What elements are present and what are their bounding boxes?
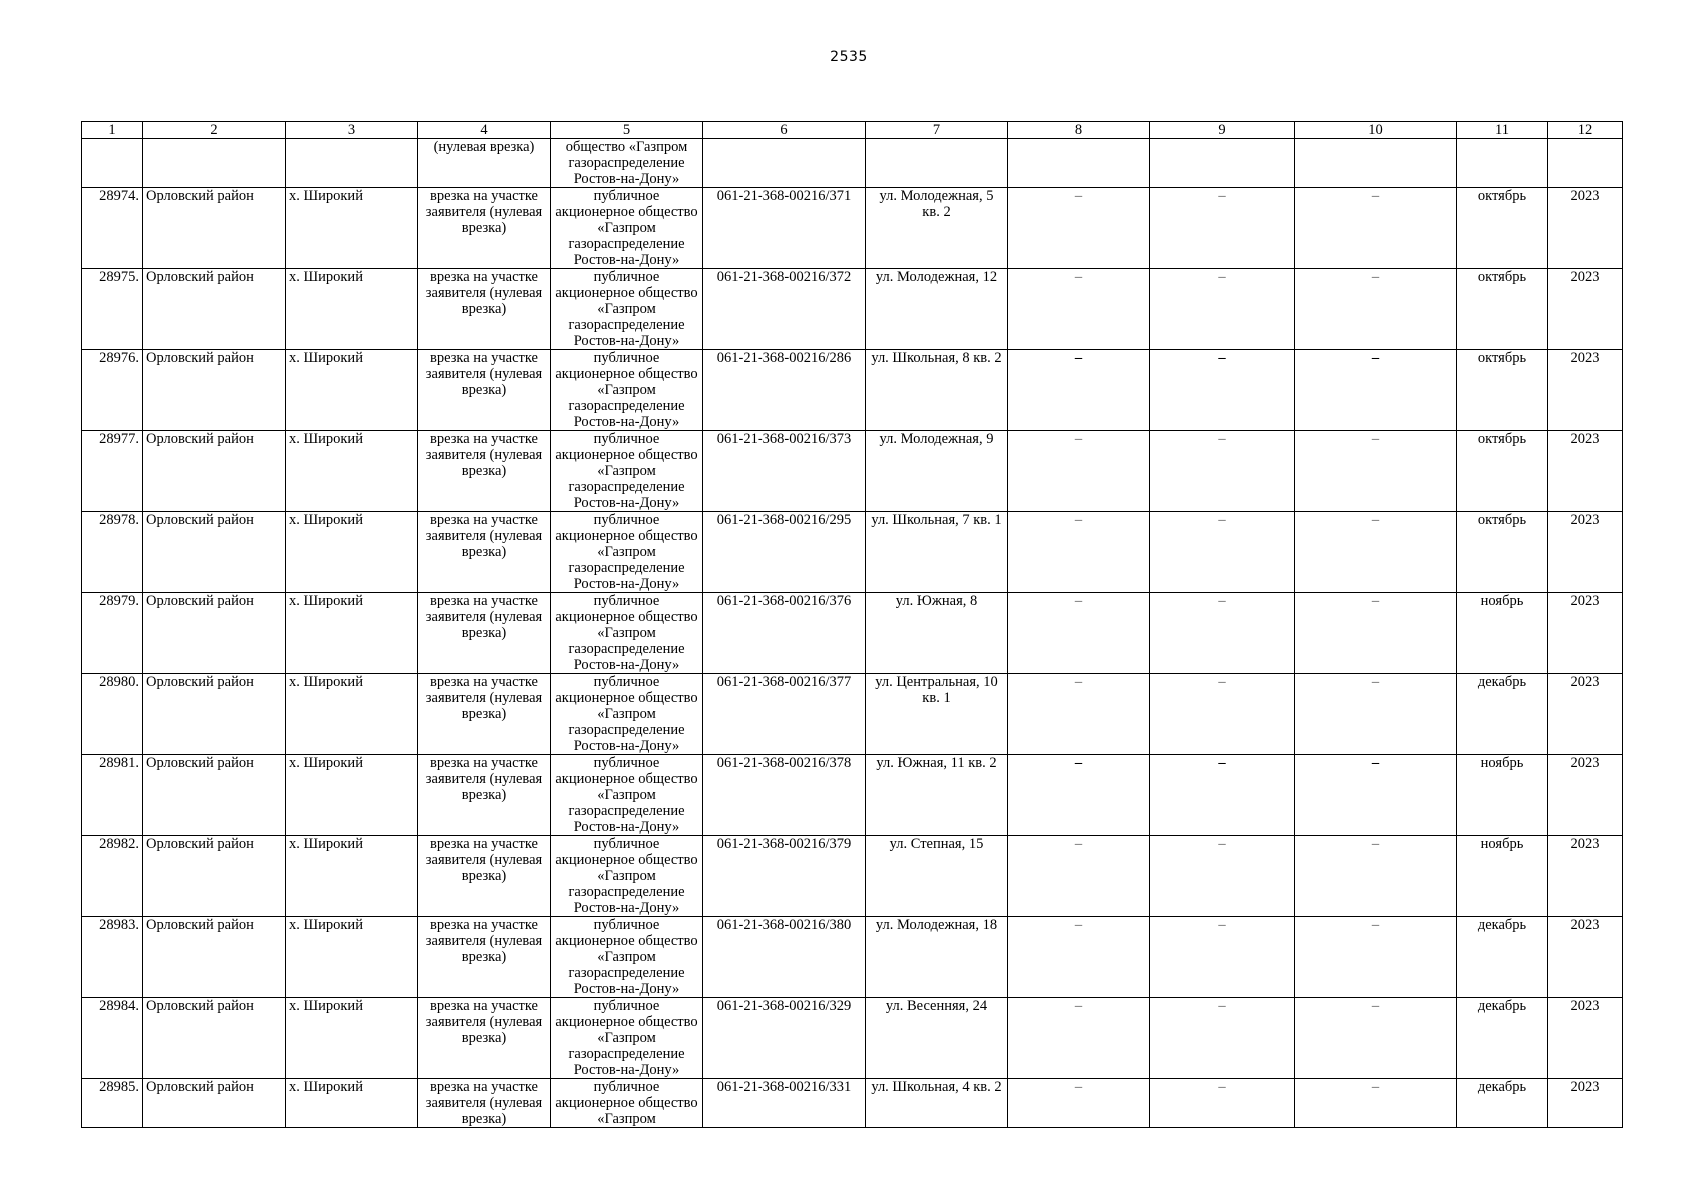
cell-col-10: – <box>1295 512 1457 593</box>
column-header: 6 <box>703 122 866 139</box>
cell-empty <box>703 139 866 188</box>
cell-month: декабрь <box>1457 1079 1548 1128</box>
cell-empty <box>1008 139 1150 188</box>
cell-col-10: – <box>1295 674 1457 755</box>
table-row <box>82 593 1623 674</box>
cell-registry-code: 061-21-368-00216/380 <box>703 917 866 998</box>
cell-district: Орловский район <box>143 1079 286 1128</box>
cell-record-number: 28984. <box>82 998 143 1079</box>
cell-district: Орловский район <box>143 674 286 755</box>
cell-col-9: – <box>1150 1079 1295 1128</box>
cell-empty <box>1150 139 1295 188</box>
cell-month: ноябрь <box>1457 593 1548 674</box>
column-header: 3 <box>286 122 418 139</box>
table-row <box>82 350 1623 431</box>
cell-district: Орловский район <box>143 917 286 998</box>
cell-col-10: – <box>1295 836 1457 917</box>
cell-col-10: – <box>1295 755 1457 836</box>
cell-address: ул. Молодежная, 9 <box>866 431 1008 512</box>
cell-col-9: – <box>1150 917 1295 998</box>
cell-connection-type: врезка на участке заявителя (нулевая врезка) <box>418 836 551 917</box>
cell-empty <box>1295 139 1457 188</box>
cell-organization: публичное акционерное общество «Газпром газораспределение Ростов-на-Дону» <box>551 512 703 593</box>
cell-registry-code: 061-21-368-00216/373 <box>703 431 866 512</box>
cell-month: ноябрь <box>1457 755 1548 836</box>
column-header: 2 <box>143 122 286 139</box>
cell-address: ул. Школьная, 7 кв. 1 <box>866 512 1008 593</box>
cell-col-9: – <box>1150 998 1295 1079</box>
cell-record-number: 28974. <box>82 188 143 269</box>
cell-organization: общество «Газпром газораспределение Ростов-на-Дону» <box>551 139 703 188</box>
cell-year: 2023 <box>1548 269 1623 350</box>
cell-month: октябрь <box>1457 431 1548 512</box>
cell-col-8: – <box>1008 350 1150 431</box>
cell-col-8: – <box>1008 593 1150 674</box>
cell-registry-code: 061-21-368-00216/329 <box>703 998 866 1079</box>
cell-record-number: 28979. <box>82 593 143 674</box>
cell-connection-type: врезка на участке заявителя (нулевая врезка) <box>418 269 551 350</box>
table-row <box>82 431 1623 512</box>
cell-district: Орловский район <box>143 593 286 674</box>
cell-registry-code: 061-21-368-00216/331 <box>703 1079 866 1128</box>
cell-col-9: – <box>1150 836 1295 917</box>
cell-district: Орловский район <box>143 998 286 1079</box>
cell-registry-code: 061-21-368-00216/295 <box>703 512 866 593</box>
cell-col-10: – <box>1295 998 1457 1079</box>
cell-month: октябрь <box>1457 269 1548 350</box>
cell-settlement: х. Широкий <box>286 512 418 593</box>
cell-col-10: – <box>1295 431 1457 512</box>
cell-month: декабрь <box>1457 998 1548 1079</box>
cell-col-8: – <box>1008 188 1150 269</box>
cell-col-8: – <box>1008 917 1150 998</box>
cell-settlement: х. Широкий <box>286 269 418 350</box>
cell-registry-code: 061-21-368-00216/376 <box>703 593 866 674</box>
cell-settlement: х. Широкий <box>286 755 418 836</box>
cell-address: ул. Степная, 15 <box>866 836 1008 917</box>
column-header: 11 <box>1457 122 1548 139</box>
cell-connection-type: врезка на участке заявителя (нулевая врезка) <box>418 1079 551 1128</box>
cell-record-number: 28976. <box>82 350 143 431</box>
cell-col-9: – <box>1150 350 1295 431</box>
cell-organization: публичное акционерное общество «Газпром газораспределение Ростов-на-Дону» <box>551 917 703 998</box>
cell-month: декабрь <box>1457 917 1548 998</box>
cell-year: 2023 <box>1548 350 1623 431</box>
cell-organization: публичное акционерное общество «Газпром газораспределение Ростов-на-Дону» <box>551 674 703 755</box>
cell-empty <box>1457 139 1548 188</box>
column-header: 1 <box>82 122 143 139</box>
cell-district: Орловский район <box>143 269 286 350</box>
cell-col-8: – <box>1008 755 1150 836</box>
cell-record-number: 28978. <box>82 512 143 593</box>
cell-col-9: – <box>1150 431 1295 512</box>
column-header: 7 <box>866 122 1008 139</box>
cell-organization: публичное акционерное общество «Газпром газораспределение Ростов-на-Дону» <box>551 998 703 1079</box>
cell-address: ул. Молодежная, 5 кв. 2 <box>866 188 1008 269</box>
cell-col-9: – <box>1150 755 1295 836</box>
table-row <box>82 512 1623 593</box>
cell-record-number: 28982. <box>82 836 143 917</box>
cell-connection-type: врезка на участке заявителя (нулевая врезка) <box>418 431 551 512</box>
column-number-row <box>82 122 1623 139</box>
cell-registry-code: 061-21-368-00216/379 <box>703 836 866 917</box>
cell-col-8: – <box>1008 998 1150 1079</box>
cell-col-10: – <box>1295 188 1457 269</box>
cell-address: ул. Весенняя, 24 <box>866 998 1008 1079</box>
cell-district: Орловский район <box>143 755 286 836</box>
cell-organization: публичное акционерное общество «Газпром газораспределение Ростов-на-Дону» <box>551 431 703 512</box>
cell-col-8: – <box>1008 431 1150 512</box>
cell-organization: публичное акционерное общество «Газпром <box>551 1079 703 1128</box>
cell-registry-code: 061-21-368-00216/378 <box>703 755 866 836</box>
cell-col-9: – <box>1150 269 1295 350</box>
cell-settlement: х. Широкий <box>286 917 418 998</box>
cell-col-9: – <box>1150 188 1295 269</box>
cell-record-number: 28985. <box>82 1079 143 1128</box>
cell-registry-code: 061-21-368-00216/372 <box>703 269 866 350</box>
cell-col-8: – <box>1008 269 1150 350</box>
column-header: 10 <box>1295 122 1457 139</box>
cell-address: ул. Школьная, 8 кв. 2 <box>866 350 1008 431</box>
cell-organization: публичное акционерное общество «Газпром газораспределение Ростов-на-Дону» <box>551 188 703 269</box>
cell-col-9: – <box>1150 593 1295 674</box>
cell-col-10: – <box>1295 1079 1457 1128</box>
table-row <box>82 674 1623 755</box>
cell-district: Орловский район <box>143 512 286 593</box>
cell-col-10: – <box>1295 269 1457 350</box>
cell-year: 2023 <box>1548 917 1623 998</box>
cell-year: 2023 <box>1548 188 1623 269</box>
cell-organization: публичное акционерное общество «Газпром газораспределение Ростов-на-Дону» <box>551 350 703 431</box>
cell-address: ул. Школьная, 4 кв. 2 <box>866 1079 1008 1128</box>
cell-connection-type: врезка на участке заявителя (нулевая врезка) <box>418 593 551 674</box>
cell-empty <box>286 139 418 188</box>
cell-year: 2023 <box>1548 431 1623 512</box>
table-row <box>82 1079 1623 1128</box>
cell-connection-type: врезка на участке заявителя (нулевая врезка) <box>418 512 551 593</box>
cell-col-8: – <box>1008 674 1150 755</box>
cell-year: 2023 <box>1548 755 1623 836</box>
cell-month: октябрь <box>1457 512 1548 593</box>
cell-col-9: – <box>1150 512 1295 593</box>
cell-record-number: 28977. <box>82 431 143 512</box>
cell-settlement: х. Широкий <box>286 350 418 431</box>
cell-organization: публичное акционерное общество «Газпром газораспределение Ростов-на-Дону» <box>551 755 703 836</box>
registry-table <box>81 121 1623 1128</box>
cell-settlement: х. Широкий <box>286 188 418 269</box>
cell-settlement: х. Широкий <box>286 674 418 755</box>
cell-empty <box>866 139 1008 188</box>
cell-connection-type: врезка на участке заявителя (нулевая врезка) <box>418 998 551 1079</box>
cell-district: Орловский район <box>143 350 286 431</box>
column-header: 5 <box>551 122 703 139</box>
cell-col-10: – <box>1295 917 1457 998</box>
cell-connection-type: врезка на участке заявителя (нулевая врезка) <box>418 350 551 431</box>
cell-year: 2023 <box>1548 836 1623 917</box>
cell-connection-type: врезка на участке заявителя (нулевая врезка) <box>418 917 551 998</box>
cell-organization: публичное акционерное общество «Газпром газораспределение Ростов-на-Дону» <box>551 836 703 917</box>
cell-district: Орловский район <box>143 431 286 512</box>
cell-connection-type: врезка на участке заявителя (нулевая врезка) <box>418 674 551 755</box>
cell-empty <box>143 139 286 188</box>
cell-settlement: х. Широкий <box>286 593 418 674</box>
cell-connection-type: (нулевая врезка) <box>418 139 551 188</box>
cell-district: Орловский район <box>143 836 286 917</box>
cell-year: 2023 <box>1548 674 1623 755</box>
cell-col-10: – <box>1295 350 1457 431</box>
cell-address: ул. Молодежная, 12 <box>866 269 1008 350</box>
continuation-row <box>82 139 1623 188</box>
table-body <box>82 122 1623 1128</box>
cell-record-number: 28975. <box>82 269 143 350</box>
cell-organization: публичное акционерное общество «Газпром газораспределение Ростов-на-Дону» <box>551 269 703 350</box>
cell-empty <box>82 139 143 188</box>
cell-year: 2023 <box>1548 1079 1623 1128</box>
cell-col-9: – <box>1150 674 1295 755</box>
column-header: 4 <box>418 122 551 139</box>
cell-settlement: х. Широкий <box>286 1079 418 1128</box>
cell-connection-type: врезка на участке заявителя (нулевая врезка) <box>418 755 551 836</box>
cell-col-8: – <box>1008 1079 1150 1128</box>
cell-settlement: х. Широкий <box>286 431 418 512</box>
column-header: 12 <box>1548 122 1623 139</box>
cell-month: ноябрь <box>1457 836 1548 917</box>
cell-empty <box>1548 139 1623 188</box>
cell-registry-code: 061-21-368-00216/286 <box>703 350 866 431</box>
cell-organization: публичное акционерное общество «Газпром газораспределение Ростов-на-Дону» <box>551 593 703 674</box>
cell-address: ул. Молодежная, 18 <box>866 917 1008 998</box>
cell-col-8: – <box>1008 512 1150 593</box>
cell-address: ул. Центральная, 10 кв. 1 <box>866 674 1008 755</box>
cell-district: Орловский район <box>143 188 286 269</box>
cell-registry-code: 061-21-368-00216/371 <box>703 188 866 269</box>
cell-settlement: х. Широкий <box>286 998 418 1079</box>
cell-year: 2023 <box>1548 998 1623 1079</box>
table-row <box>82 188 1623 269</box>
cell-record-number: 28981. <box>82 755 143 836</box>
table-row <box>82 755 1623 836</box>
cell-connection-type: врезка на участке заявителя (нулевая врезка) <box>418 188 551 269</box>
table-row <box>82 998 1623 1079</box>
cell-year: 2023 <box>1548 512 1623 593</box>
cell-record-number: 28980. <box>82 674 143 755</box>
cell-address: ул. Южная, 8 <box>866 593 1008 674</box>
table-row <box>82 917 1623 998</box>
cell-settlement: х. Широкий <box>286 836 418 917</box>
column-header: 8 <box>1008 122 1150 139</box>
cell-month: октябрь <box>1457 350 1548 431</box>
cell-year: 2023 <box>1548 593 1623 674</box>
cell-address: ул. Южная, 11 кв. 2 <box>866 755 1008 836</box>
page-number: 2535 <box>830 49 868 65</box>
table-row <box>82 269 1623 350</box>
cell-col-8: – <box>1008 836 1150 917</box>
cell-month: октябрь <box>1457 188 1548 269</box>
cell-record-number: 28983. <box>82 917 143 998</box>
column-header: 9 <box>1150 122 1295 139</box>
cell-registry-code: 061-21-368-00216/377 <box>703 674 866 755</box>
cell-col-10: – <box>1295 593 1457 674</box>
cell-month: декабрь <box>1457 674 1548 755</box>
table-row <box>82 836 1623 917</box>
